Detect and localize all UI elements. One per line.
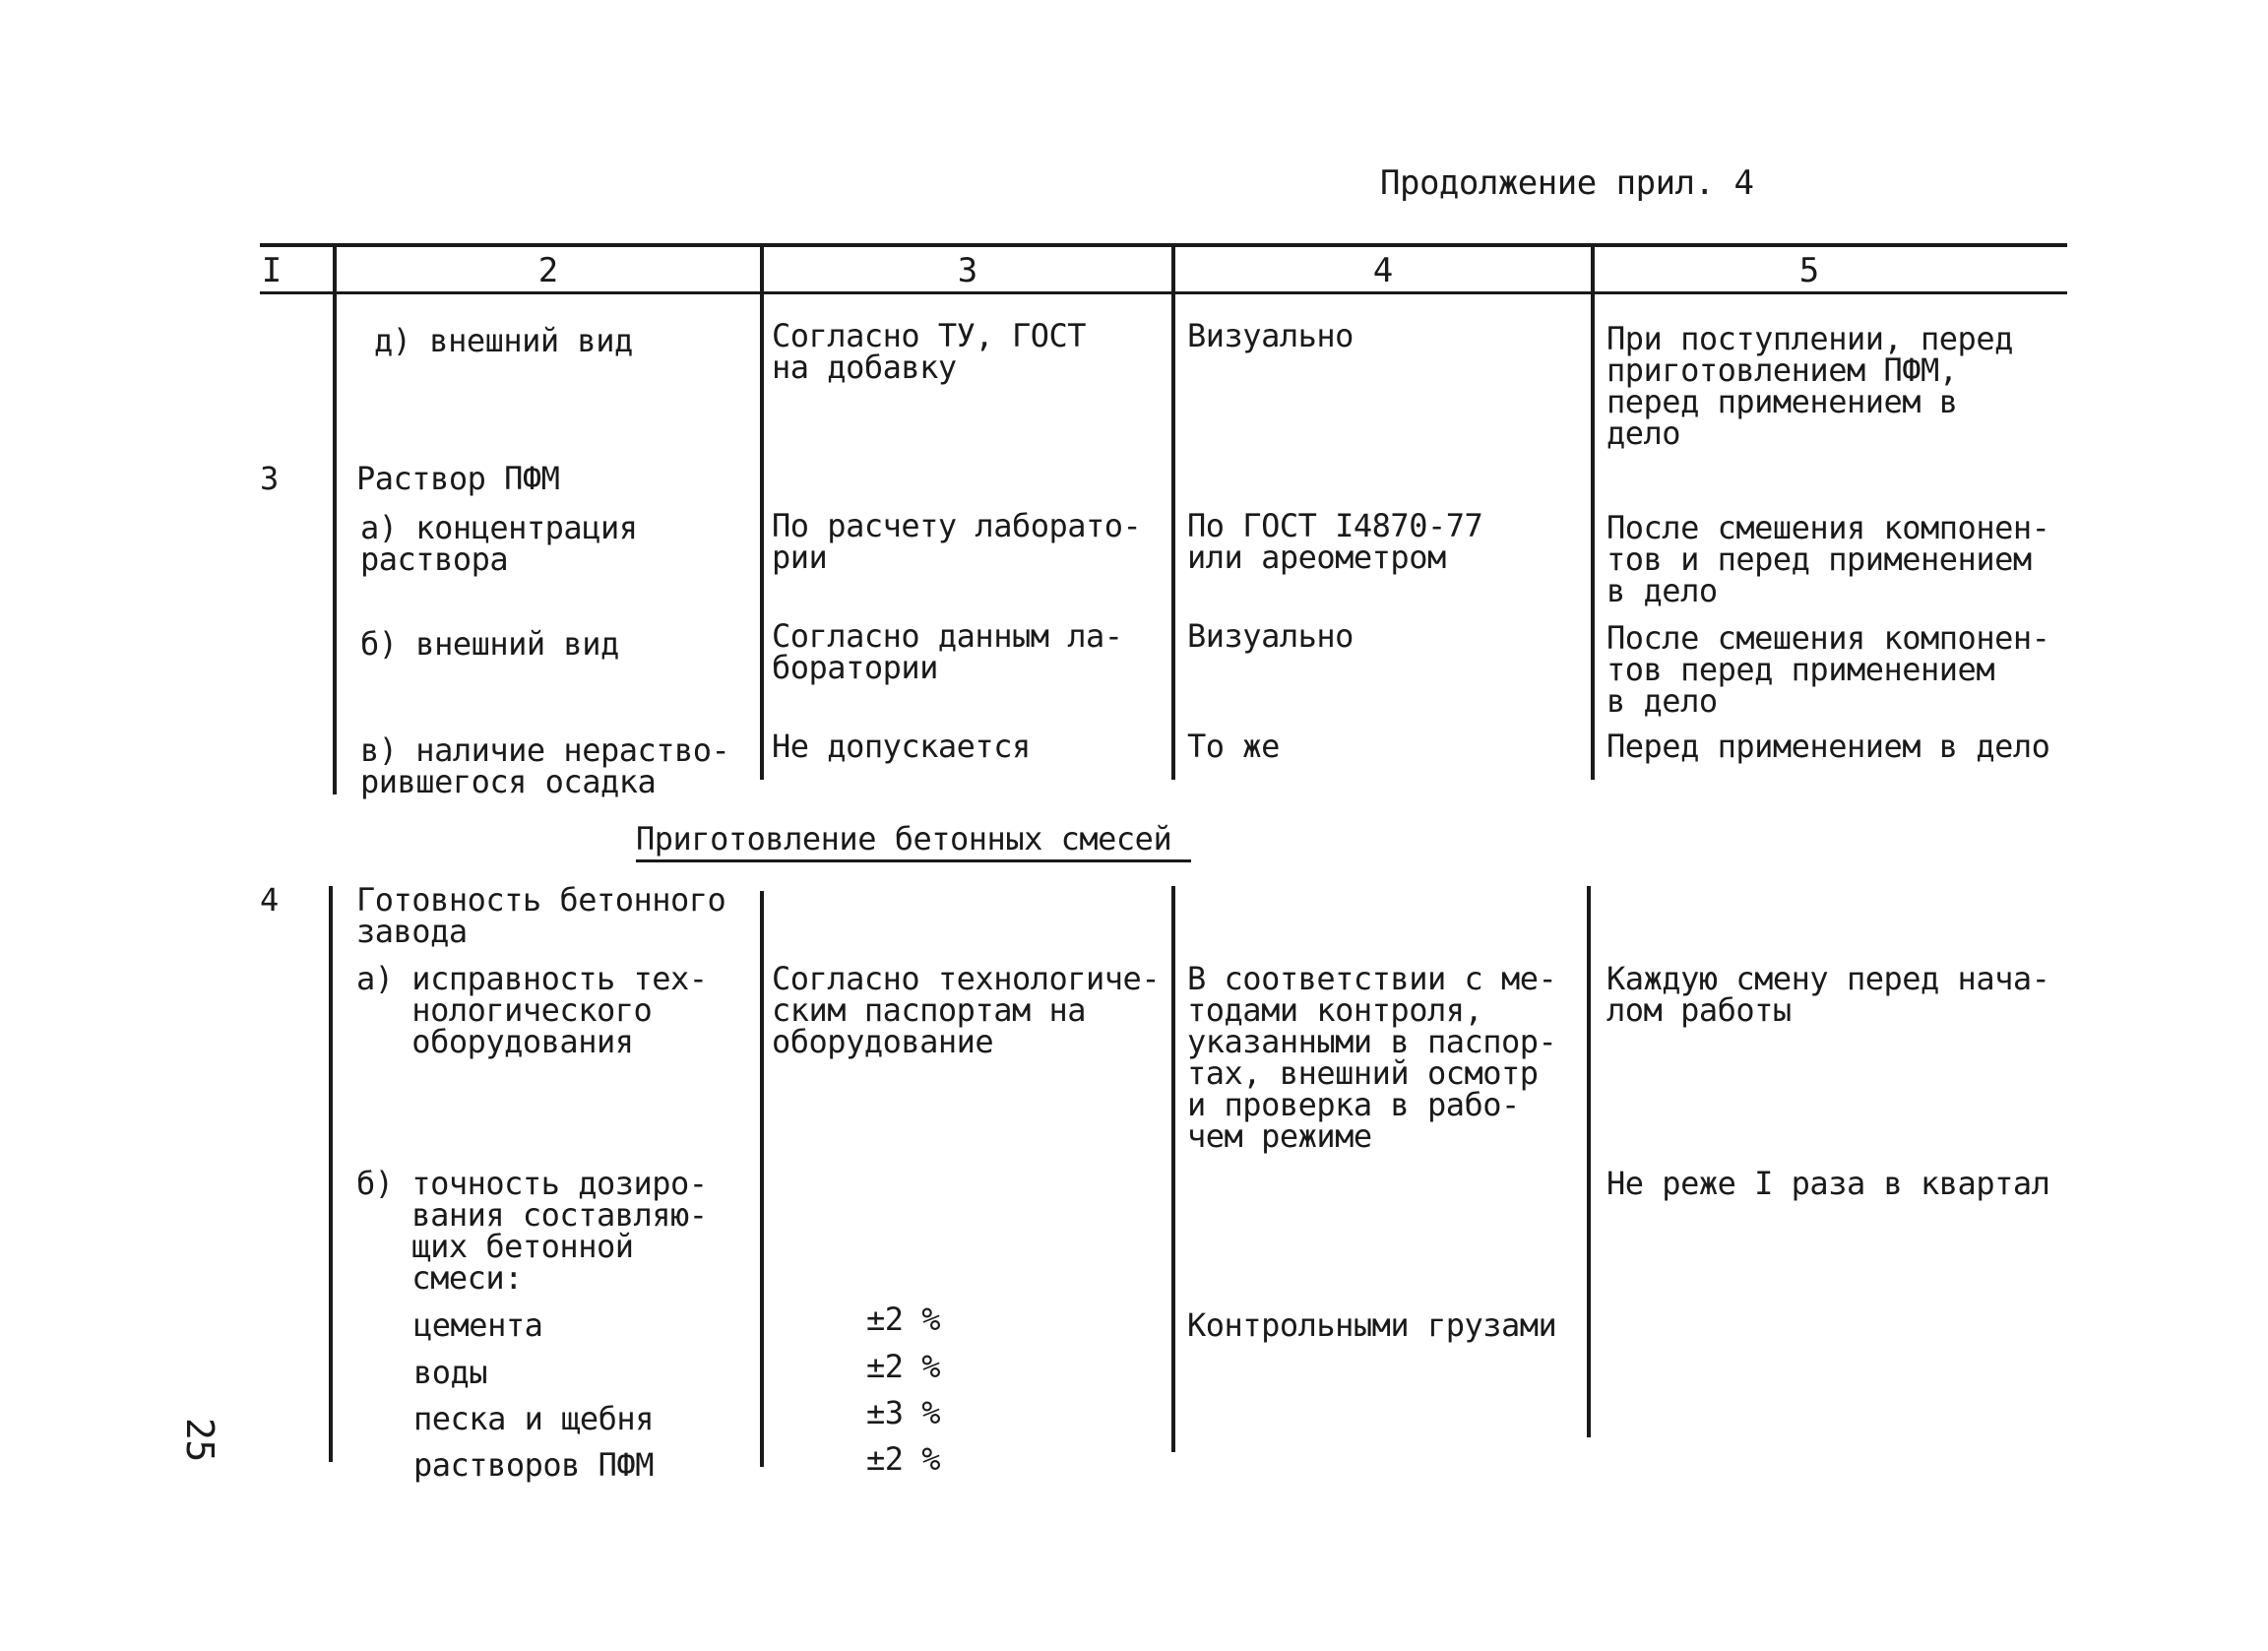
row-4b-frequency: Не реже I раза в квартал [1606, 1165, 2050, 1202]
row-4a-frequency: Каждую смену перед нача- лом работы [1606, 960, 2050, 1029]
tolerance-sand-gravel: ±3 % [866, 1394, 941, 1431]
row-d-requirement: Согласно ТУ, ГОСТ на добавку [772, 317, 1087, 386]
section-title-underline [636, 859, 1191, 862]
row-d-param: д) внешний вид [374, 322, 633, 359]
col-divider-4-top [1591, 243, 1595, 780]
component-cement: цемента [413, 1306, 543, 1344]
row-3-param: Раствор ПФМ [356, 460, 560, 497]
section-title: Приготовление бетонных смесей [636, 820, 1172, 857]
col-header-1: I [261, 251, 283, 290]
row-3v-param: в) наличие нераство- рившегося осадка [360, 731, 730, 800]
row-3a-frequency: После смешения компонен- тов и перед применением в дело [1606, 509, 2050, 609]
method-control-weights: Контрольными грузами [1187, 1306, 1557, 1344]
row-3v-requirement: Не допускается [772, 728, 1031, 765]
tolerance-pfm-solutions: ±2 % [866, 1440, 941, 1478]
col-header-4: 4 [1372, 251, 1394, 290]
row-3b-param: б) внешний вид [360, 625, 619, 663]
col-divider-2-top [760, 243, 764, 780]
col-divider-3-top [1171, 243, 1175, 780]
row-3b-frequency: После смешения компонен- тов перед применением в дело [1606, 619, 2050, 720]
row-d-frequency: При поступлении, перед приготовлением ПФМ, перед применением в дело [1606, 320, 2013, 452]
col-divider-3-bottom [1171, 886, 1175, 1452]
row-4-number: 4 [260, 881, 279, 919]
row-4b-param: б) точность дозиро- вания составляю- щих бетонной смеси: [356, 1165, 708, 1297]
component-pfm-solutions: растворов ПФМ [413, 1446, 654, 1484]
row-3b-method: Визуально [1187, 617, 1354, 655]
row-3b-requirement: Согласно данным ла- боратории [772, 617, 1123, 686]
row-4a-requirement: Согласно технологиче- ским паспортам на оборудование [772, 960, 1161, 1060]
tolerance-water: ±2 % [866, 1348, 941, 1385]
header-bottom-rule [260, 291, 2067, 294]
table-top-rule [260, 243, 2067, 247]
col-header-5: 5 [1798, 251, 1820, 290]
col-divider-4-bottom [1587, 886, 1591, 1437]
continuation-header: Продолжение прил. 4 [1380, 163, 1754, 203]
col-header-3: 3 [957, 251, 978, 290]
col-divider-2-bottom [760, 891, 764, 1467]
row-3a-param: а) концентрация раствора [360, 509, 638, 578]
row-3a-method: По ГОСТ I4870-77 или ареометром [1187, 507, 1483, 576]
row-4-param: Готовность бетонного завода [356, 881, 726, 950]
component-water: воды [413, 1354, 488, 1391]
row-d-method: Визуально [1187, 317, 1354, 354]
col-divider-1-bottom [329, 886, 333, 1462]
row-3a-requirement: По расчету лаборато- рии [772, 507, 1142, 576]
row-3-number: 3 [260, 460, 279, 497]
row-4a-method: В соответствии с ме- тодами контроля, указанными в паспор- тах, внешний осмотр и проверка в рабо- чем режиме [1187, 960, 1557, 1155]
row-3v-frequency: Перед применением в дело [1606, 728, 2050, 765]
page-number: 25 [178, 1418, 221, 1462]
row-4a-param: а) исправность тех- нологического оборудования [356, 960, 708, 1060]
col-header-2: 2 [537, 251, 559, 290]
tolerance-cement: ±2 % [866, 1301, 941, 1338]
component-sand-gravel: песка и щебня [413, 1400, 654, 1437]
col-divider-1-top [333, 243, 337, 794]
row-3v-method: То же [1187, 728, 1280, 765]
